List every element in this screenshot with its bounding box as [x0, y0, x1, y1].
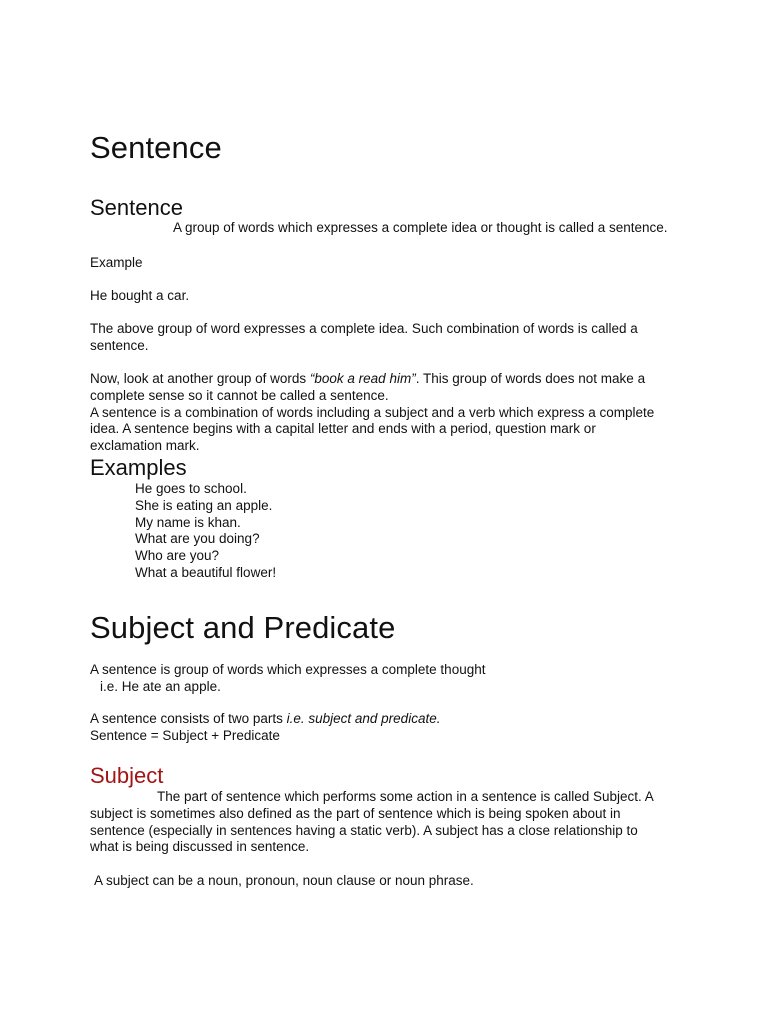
paragraph-line: A sentence is a combination of words including a subject and a verb which express a complete [90, 404, 655, 420]
paragraph-line: sentence (especially in sentences having a static verb). A subject has a close relationship to [90, 822, 638, 838]
text-run: Now, look at another group of words [90, 371, 310, 386]
italic-phrase: i.e. subject and predicate. [286, 711, 441, 726]
paragraph-explanation [90, 321, 638, 355]
subject-predicate-example: i.e. He ate an apple. [100, 679, 221, 694]
list-item: My name is khan. [135, 514, 241, 530]
paragraph-line: The above group of word expresses a complete idea. Such combination of words is called a [90, 321, 638, 336]
paragraph-line: sentence. [90, 337, 149, 353]
paragraph-line [90, 711, 440, 728]
subject-predicate-line: A sentence is group of words which expresses a complete thought [90, 662, 486, 677]
example-label: Example [90, 255, 143, 270]
paragraph-line: The part of sentence which performs some action in a sentence is called Subject. A [157, 789, 654, 804]
subject-predicate-parts [90, 711, 440, 745]
text-run: . This group of words does not make a [415, 371, 646, 386]
section-heading-examples: Examples [90, 455, 187, 480]
text-run: A sentence consists of two parts [90, 711, 287, 726]
italic-example-phrase: “book a read him” [309, 371, 416, 386]
paragraph-line [90, 371, 654, 388]
section-heading-subject: Subject [90, 763, 164, 788]
paragraph-line: subject is sometimes also defined as the part of sentence which is being spoken about in [90, 805, 621, 821]
section-heading-sentence: Sentence [90, 195, 183, 220]
subject-definition [90, 789, 654, 856]
list-item: What a beautiful flower! [135, 564, 277, 580]
document-title: Sentence [90, 130, 222, 165]
subject-types: A subject can be a noun, pronoun, noun clause or noun phrase. [94, 873, 474, 888]
paragraph-line: complete sense so it cannot be called a sentence. [90, 387, 389, 403]
list-item: She is eating an apple. [135, 497, 273, 513]
list-item: He goes to school. [135, 481, 247, 496]
paragraph-line: exclamation mark. [90, 438, 200, 454]
examples-list [135, 481, 276, 582]
example-sentence: He bought a car. [90, 288, 190, 303]
paragraph-definition [90, 371, 654, 455]
section-heading-subject-predicate: Subject and Predicate [90, 610, 396, 645]
list-item: What are you doing? [135, 531, 260, 547]
formula-line: Sentence = Subject + Predicate [90, 727, 280, 743]
paragraph-line: idea. A sentence begins with a capital letter and ends with a period, question mark or [90, 421, 596, 437]
sentence-definition: A group of words which expresses a complete idea or thought is called a sentence. [173, 220, 668, 235]
paragraph-line: what is being discussed in sentence. [90, 839, 310, 855]
list-item: Who are you? [135, 548, 220, 564]
